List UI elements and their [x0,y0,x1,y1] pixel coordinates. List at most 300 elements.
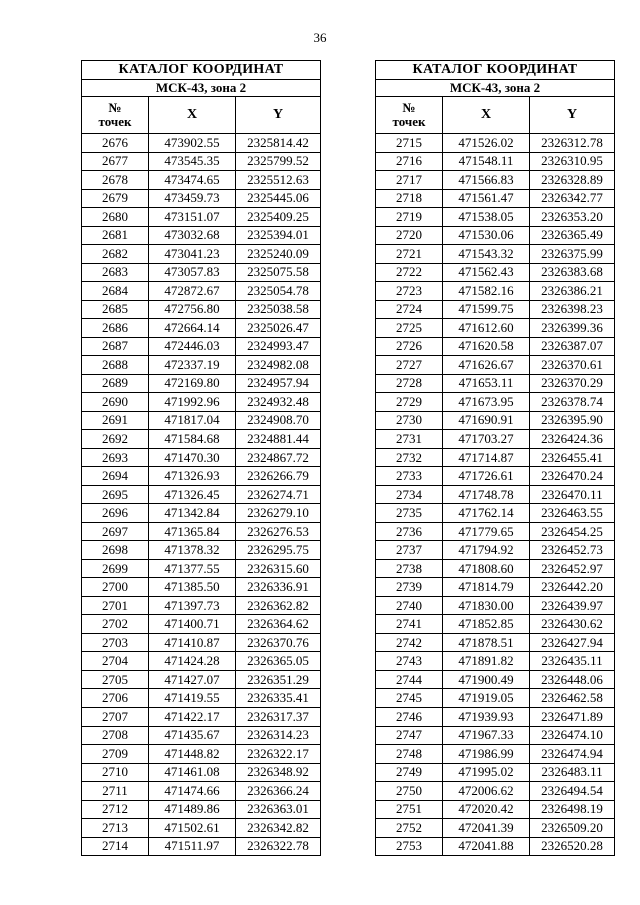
table-row [376,652,615,671]
x-coordinate-cell: 472446.03 [149,337,236,356]
x-coordinate-cell: 471474.66 [149,782,236,801]
x-coordinate-cell: 473151.07 [149,208,236,227]
x-coordinate-cell: 472872.67 [149,282,236,301]
table-row [376,633,615,652]
table-row [376,319,615,338]
point-number-cell: 2712 [82,800,149,819]
table-row [82,652,321,671]
point-number-cell: 2726 [376,337,443,356]
point-number-cell: 2709 [82,745,149,764]
x-coordinate-cell: 472020.42 [443,800,530,819]
column-header-y: Y [236,97,321,134]
y-coordinate-cell: 2325409.25 [236,208,321,227]
table-row [82,430,321,449]
x-coordinate-cell: 471939.93 [443,707,530,726]
y-coordinate-cell: 2326314.23 [236,726,321,745]
point-number-cell: 2690 [82,393,149,412]
table-row [376,670,615,689]
point-number-cell: 2722 [376,263,443,282]
y-coordinate-cell: 2326365.49 [530,226,615,245]
column-header-x: X [443,97,530,134]
x-coordinate-cell: 471377.55 [149,559,236,578]
table-row [82,541,321,560]
table-row [376,541,615,560]
point-number-cell: 2718 [376,189,443,208]
point-number-cell: 2691 [82,411,149,430]
table-row [376,837,615,856]
y-coordinate-cell: 2326276.53 [236,522,321,541]
point-number-cell: 2750 [376,782,443,801]
y-coordinate-cell: 2326520.28 [530,837,615,856]
coordinate-table-left [81,60,321,856]
point-number-cell: 2725 [376,319,443,338]
table-row [376,745,615,764]
point-number-cell: 2729 [376,393,443,412]
point-number-cell: 2742 [376,633,443,652]
column-header-y: Y [530,97,615,134]
table-row [376,337,615,356]
y-coordinate-cell: 2326342.82 [236,819,321,838]
x-coordinate-cell: 471424.28 [149,652,236,671]
table-row [82,763,321,782]
catalog-subtitle: МСК-43, зона 2 [376,80,615,97]
y-coordinate-cell: 2326353.20 [530,208,615,227]
table-row [82,596,321,615]
column-header-point-number [82,97,149,134]
y-coordinate-cell: 2326442.20 [530,578,615,597]
point-number-cell: 2743 [376,652,443,671]
table-row [376,448,615,467]
point-number-cell: 2741 [376,615,443,634]
table-row [82,745,321,764]
y-coordinate-cell: 2326498.19 [530,800,615,819]
y-coordinate-cell: 2324867.72 [236,448,321,467]
y-coordinate-cell: 2325026.47 [236,319,321,338]
point-number-cell: 2680 [82,208,149,227]
point-number-cell: 2713 [82,819,149,838]
point-number-cell: 2711 [82,782,149,801]
x-coordinate-cell: 471726.61 [443,467,530,486]
x-coordinate-cell: 473041.23 [149,245,236,264]
y-coordinate-cell: 2326395.90 [530,411,615,430]
point-number-cell: 2707 [82,707,149,726]
y-coordinate-cell: 2326454.25 [530,522,615,541]
y-coordinate-cell: 2326483.11 [530,763,615,782]
x-coordinate-cell: 471461.08 [149,763,236,782]
x-coordinate-cell: 472756.80 [149,300,236,319]
x-coordinate-cell: 471878.51 [443,633,530,652]
y-coordinate-cell: 2326474.94 [530,745,615,764]
table-row [376,171,615,190]
y-coordinate-cell: 2326399.36 [530,319,615,338]
table-row [82,670,321,689]
y-coordinate-cell: 2326370.76 [236,633,321,652]
point-number-cell: 2682 [82,245,149,264]
y-coordinate-cell: 2325814.42 [236,134,321,153]
table-row [82,689,321,708]
table-row [82,134,321,153]
y-coordinate-cell: 2326398.23 [530,300,615,319]
x-coordinate-cell: 471900.49 [443,670,530,689]
table-row [376,300,615,319]
table-row [82,356,321,375]
y-coordinate-cell: 2326448.06 [530,670,615,689]
table-row [82,300,321,319]
x-coordinate-cell: 471703.27 [443,430,530,449]
point-number-cell: 2745 [376,689,443,708]
point-number-cell: 2752 [376,819,443,838]
table-row [82,152,321,171]
x-coordinate-cell: 471626.67 [443,356,530,375]
x-coordinate-cell: 471762.14 [443,504,530,523]
table-row [82,226,321,245]
x-coordinate-cell: 471400.71 [149,615,236,634]
x-coordinate-cell: 471817.04 [149,411,236,430]
point-number-cell: 2746 [376,707,443,726]
point-number-cell: 2714 [82,837,149,856]
point-number-cell: 2739 [376,578,443,597]
x-coordinate-cell: 471690.91 [443,411,530,430]
y-coordinate-cell: 2326470.11 [530,485,615,504]
y-coordinate-cell: 2326348.92 [236,763,321,782]
y-coordinate-cell: 2326322.78 [236,837,321,856]
y-coordinate-cell: 2325240.09 [236,245,321,264]
y-coordinate-cell: 2326462.58 [530,689,615,708]
x-coordinate-cell: 471548.11 [443,152,530,171]
table-row [82,633,321,652]
point-number-cell: 2708 [82,726,149,745]
y-coordinate-cell: 2325445.06 [236,189,321,208]
y-coordinate-cell: 2325394.01 [236,226,321,245]
y-coordinate-cell: 2326427.94 [530,633,615,652]
y-coordinate-cell: 2324957.94 [236,374,321,393]
y-coordinate-cell: 2326455.41 [530,448,615,467]
catalog-title: КАТАЛОГ КООРДИНАТ [82,61,321,80]
y-coordinate-cell: 2326336.91 [236,578,321,597]
table-row [376,430,615,449]
table-row [82,263,321,282]
y-coordinate-cell: 2326312.78 [530,134,615,153]
y-coordinate-cell: 2325799.52 [236,152,321,171]
point-number-cell: 2731 [376,430,443,449]
table-row [82,559,321,578]
table-row [82,837,321,856]
x-coordinate-cell: 471995.02 [443,763,530,782]
column-header-num-sign: № [108,100,122,115]
table-row [376,208,615,227]
table-row [82,485,321,504]
table-row [82,800,321,819]
point-number-cell: 2720 [376,226,443,245]
x-coordinate-cell: 473902.55 [149,134,236,153]
point-number-cell: 2719 [376,208,443,227]
table-row [376,800,615,819]
x-coordinate-cell: 471620.58 [443,337,530,356]
point-number-cell: 2686 [82,319,149,338]
catalog-title: КАТАЛОГ КООРДИНАТ [376,61,615,80]
y-coordinate-cell: 2326279.10 [236,504,321,523]
x-coordinate-cell: 471779.65 [443,522,530,541]
point-number-cell: 2701 [82,596,149,615]
table-row [376,226,615,245]
column-header-point-number [376,97,443,134]
point-number-cell: 2695 [82,485,149,504]
x-coordinate-cell: 471365.84 [149,522,236,541]
table-row [82,411,321,430]
x-coordinate-cell: 471435.67 [149,726,236,745]
point-number-cell: 2723 [376,282,443,301]
coordinate-rows-right [376,134,615,856]
x-coordinate-cell: 472337.19 [149,356,236,375]
table-row [82,726,321,745]
column-header-x: X [149,97,236,134]
point-number-cell: 2737 [376,541,443,560]
x-coordinate-cell: 471748.78 [443,485,530,504]
y-coordinate-cell: 2326366.24 [236,782,321,801]
x-coordinate-cell: 471326.45 [149,485,236,504]
point-number-cell: 2684 [82,282,149,301]
table-row [82,467,321,486]
y-coordinate-cell: 2326328.89 [530,171,615,190]
point-number-cell: 2678 [82,171,149,190]
table-row [376,559,615,578]
point-number-cell: 2740 [376,596,443,615]
y-coordinate-cell: 2326387.07 [530,337,615,356]
point-number-cell: 2687 [82,337,149,356]
y-coordinate-cell: 2326435.11 [530,652,615,671]
column-header-points-word: точек [98,114,132,129]
x-coordinate-cell: 471410.87 [149,633,236,652]
table-row [376,504,615,523]
y-coordinate-cell: 2324881.44 [236,430,321,449]
point-number-cell: 2727 [376,356,443,375]
point-number-cell: 2730 [376,411,443,430]
x-coordinate-cell: 471448.82 [149,745,236,764]
point-number-cell: 2721 [376,245,443,264]
table-row [82,374,321,393]
table-row [82,782,321,801]
x-coordinate-cell: 471562.43 [443,263,530,282]
x-coordinate-cell: 471986.99 [443,745,530,764]
point-number-cell: 2685 [82,300,149,319]
point-number-cell: 2696 [82,504,149,523]
y-coordinate-cell: 2326424.36 [530,430,615,449]
x-coordinate-cell: 473459.73 [149,189,236,208]
x-coordinate-cell: 473474.65 [149,171,236,190]
y-coordinate-cell: 2326362.82 [236,596,321,615]
table-row [82,171,321,190]
table-row [82,337,321,356]
table-row [82,319,321,338]
y-coordinate-cell: 2326365.05 [236,652,321,671]
x-coordinate-cell: 471561.47 [443,189,530,208]
y-coordinate-cell: 2326430.62 [530,615,615,634]
x-coordinate-cell: 471470.30 [149,448,236,467]
x-coordinate-cell: 471584.68 [149,430,236,449]
x-coordinate-cell: 471919.05 [443,689,530,708]
y-coordinate-cell: 2326494.54 [530,782,615,801]
x-coordinate-cell: 472006.62 [443,782,530,801]
x-coordinate-cell: 471814.79 [443,578,530,597]
y-coordinate-cell: 2326375.99 [530,245,615,264]
table-row [376,485,615,504]
x-coordinate-cell: 471511.97 [149,837,236,856]
point-number-cell: 2736 [376,522,443,541]
x-coordinate-cell: 471891.82 [443,652,530,671]
point-number-cell: 2710 [82,763,149,782]
point-number-cell: 2693 [82,448,149,467]
point-number-cell: 2749 [376,763,443,782]
table-row [376,689,615,708]
y-coordinate-cell: 2326470.24 [530,467,615,486]
page-number: 36 [313,30,327,45]
table-row [376,763,615,782]
point-number-cell: 2732 [376,448,443,467]
table-row [82,282,321,301]
y-coordinate-cell: 2326335.41 [236,689,321,708]
point-number-cell: 2748 [376,745,443,764]
point-number-cell: 2734 [376,485,443,504]
y-coordinate-cell: 2326509.20 [530,819,615,838]
point-number-cell: 2679 [82,189,149,208]
y-coordinate-cell: 2326322.17 [236,745,321,764]
table-row [376,263,615,282]
point-number-cell: 2683 [82,263,149,282]
x-coordinate-cell: 471830.00 [443,596,530,615]
point-number-cell: 2747 [376,726,443,745]
table-row [376,726,615,745]
y-coordinate-cell: 2326315.60 [236,559,321,578]
x-coordinate-cell: 472169.80 [149,374,236,393]
y-coordinate-cell: 2324993.47 [236,337,321,356]
table-row [376,782,615,801]
x-coordinate-cell: 471385.50 [149,578,236,597]
point-number-cell: 2716 [376,152,443,171]
table-row [376,356,615,375]
table-row [376,707,615,726]
point-number-cell: 2700 [82,578,149,597]
point-number-cell: 2704 [82,652,149,671]
x-coordinate-cell: 471852.85 [443,615,530,634]
x-coordinate-cell: 471538.05 [443,208,530,227]
table-row [82,707,321,726]
y-coordinate-cell: 2324908.70 [236,411,321,430]
y-coordinate-cell: 2325512.63 [236,171,321,190]
x-coordinate-cell: 471530.06 [443,226,530,245]
x-coordinate-cell: 472041.39 [443,819,530,838]
y-coordinate-cell: 2326364.62 [236,615,321,634]
x-coordinate-cell: 471422.17 [149,707,236,726]
x-coordinate-cell: 471808.60 [443,559,530,578]
y-coordinate-cell: 2326463.55 [530,504,615,523]
y-coordinate-cell: 2326370.29 [530,374,615,393]
point-number-cell: 2676 [82,134,149,153]
x-coordinate-cell: 471992.96 [149,393,236,412]
table-row [82,189,321,208]
table-row [82,819,321,838]
table-row [376,596,615,615]
point-number-cell: 2699 [82,559,149,578]
column-header-num-sign: № [402,100,416,115]
x-coordinate-cell: 471526.02 [443,134,530,153]
table-row [376,152,615,171]
x-coordinate-cell: 471397.73 [149,596,236,615]
y-coordinate-cell: 2326295.75 [236,541,321,560]
x-coordinate-cell: 471419.55 [149,689,236,708]
y-coordinate-cell: 2326342.77 [530,189,615,208]
table-row [376,411,615,430]
y-coordinate-cell: 2326439.97 [530,596,615,615]
y-coordinate-cell: 2325038.58 [236,300,321,319]
point-number-cell: 2681 [82,226,149,245]
point-number-cell: 2688 [82,356,149,375]
x-coordinate-cell: 471543.32 [443,245,530,264]
point-number-cell: 2694 [82,467,149,486]
table-row [82,245,321,264]
point-number-cell: 2677 [82,152,149,171]
point-number-cell: 2735 [376,504,443,523]
y-coordinate-cell: 2324932.48 [236,393,321,412]
y-coordinate-cell: 2326363.01 [236,800,321,819]
x-coordinate-cell: 471967.33 [443,726,530,745]
table-row [376,615,615,634]
y-coordinate-cell: 2326317.37 [236,707,321,726]
coordinate-rows-left [82,134,321,856]
table-row [82,578,321,597]
x-coordinate-cell: 471599.75 [443,300,530,319]
x-coordinate-cell: 473032.68 [149,226,236,245]
point-number-cell: 2715 [376,134,443,153]
y-coordinate-cell: 2326471.89 [530,707,615,726]
point-number-cell: 2698 [82,541,149,560]
x-coordinate-cell: 471582.16 [443,282,530,301]
point-number-cell: 2753 [376,837,443,856]
x-coordinate-cell: 471378.32 [149,541,236,560]
y-coordinate-cell: 2326310.95 [530,152,615,171]
point-number-cell: 2717 [376,171,443,190]
catalog-subtitle: МСК-43, зона 2 [82,80,321,97]
point-number-cell: 2689 [82,374,149,393]
coordinate-table-right [375,60,615,856]
x-coordinate-cell: 471502.61 [149,819,236,838]
column-header-points-word: точек [392,114,426,129]
table-row [376,819,615,838]
table-row [376,374,615,393]
y-coordinate-cell: 2326474.10 [530,726,615,745]
point-number-cell: 2738 [376,559,443,578]
y-coordinate-cell: 2326452.97 [530,559,615,578]
y-coordinate-cell: 2326452.73 [530,541,615,560]
table-row [82,393,321,412]
x-coordinate-cell: 471326.93 [149,467,236,486]
y-coordinate-cell: 2325075.58 [236,263,321,282]
table-row [376,578,615,597]
table-row [82,522,321,541]
y-coordinate-cell: 2326351.29 [236,670,321,689]
y-coordinate-cell: 2325054.78 [236,282,321,301]
x-coordinate-cell: 471714.87 [443,448,530,467]
table-row [376,282,615,301]
point-number-cell: 2702 [82,615,149,634]
x-coordinate-cell: 471673.95 [443,393,530,412]
y-coordinate-cell: 2326274.71 [236,485,321,504]
table-row [376,393,615,412]
table-row [82,448,321,467]
y-coordinate-cell: 2326383.68 [530,263,615,282]
x-coordinate-cell: 473545.35 [149,152,236,171]
x-coordinate-cell: 471794.92 [443,541,530,560]
x-coordinate-cell: 473057.83 [149,263,236,282]
